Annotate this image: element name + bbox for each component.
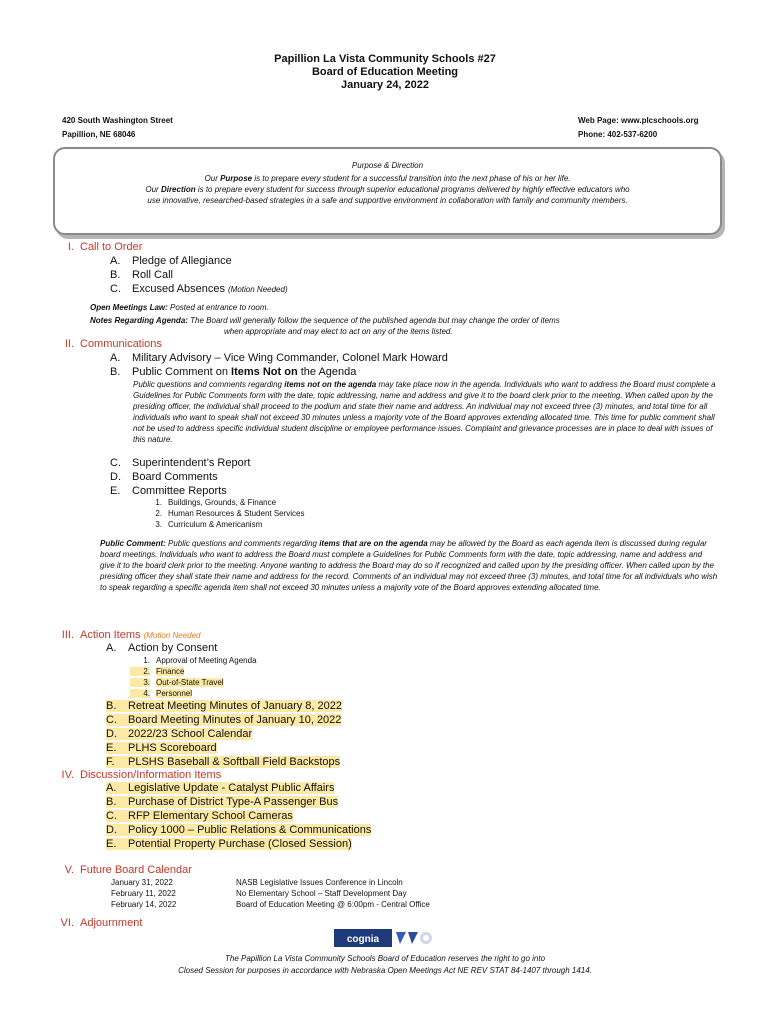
section-action-items: III. Action Items (Motion Needed: [61, 629, 201, 641]
doc-title-date: January 24, 2022: [340, 79, 430, 91]
item-policy-1000: D. Policy 1000 – Public Relations & Communications: [106, 824, 372, 836]
calendar-event: Board of Education Meeting @ 6:00pm - Central Office: [236, 900, 430, 909]
section-call-to-order: I. Call to Order: [67, 241, 143, 253]
item-school-calendar: D. 2022/23 School Calendar: [106, 728, 253, 740]
section-discussion-items: IV. Discussion/Information Items: [61, 769, 222, 781]
item-retreat-minutes: B. Retreat Meeting Minutes of January 8, 2022: [106, 700, 343, 712]
consent-approval-agenda: 1. Approval of Meeting Agenda: [143, 656, 257, 665]
calendar-event: No Elementary School – Staff Development Day: [236, 889, 407, 898]
footer-line1: The Papillion La Vista Community Schools Board of Education reserves the right to go into: [224, 954, 546, 963]
doc-title-district: Papillion La Vista Community Schools #27: [274, 53, 496, 65]
item-military-advisory: A. Military Advisory – Vice Wing Commander, Colonel Mark Howard: [110, 352, 448, 364]
purpose-heading: Purpose & Direction: [351, 161, 424, 170]
address-city: Papillion, NE 68046: [62, 130, 136, 139]
address-street: 420 South Washington Street: [62, 116, 173, 125]
item-action-by-consent: A. Action by Consent: [106, 642, 218, 654]
item-plhs-scoreboard: E. PLHS Scoreboard: [106, 742, 217, 754]
public-comment-not-on-agenda-text: Public questions and comments regarding items not on the agenda may take place now in the agenda. Individuals who want to address the Board must complete a Guidelines for Public Comments form with the date, topic addressing, name and address and give it to the board clerk prior to the meeting. When called upon by the presiding officer, the individual shall proceed to the podium and state their name and address. An individual may not exceed three (3) minutes, and total time for all individuals who want to speak shall not exceed 30 minutes unless a majority vote of the Board approves extending allocated time. This time for public comment shall not be used to address specific individual student discipline or employee performance issues. Complaint and grievance processes are in place to deal with issues of this nature.: [133, 380, 716, 444]
logo-shape: [396, 932, 406, 944]
item-board-comments: D. Board Comments: [110, 471, 218, 483]
direction-statement: Our Direction is to prepare every student for success through superior educational programs delivered by highly effective educators who: [145, 185, 630, 194]
item-passenger-bus: B. Purchase of District Type-A Passenger Bus: [106, 796, 339, 808]
section-communications: II. Communications: [64, 338, 162, 350]
calendar-event: NASB Legislative Issues Conference in Lincoln: [236, 878, 403, 887]
consent-personnel: 4. Personnel: [130, 689, 192, 698]
footer-line2: Closed Session for purposes in accordance with Nebraska Open Meetings Act NE REV STAT 84-1407 through 1414.: [178, 966, 592, 975]
section-adjournment: VI. Adjournment: [60, 917, 143, 929]
open-meetings-law: Open Meetings Law: Posted at entrance to room.: [90, 303, 269, 312]
consent-out-of-state-travel: 3. Out-of-State Travel: [130, 678, 224, 687]
item-committee-reports: E. Committee Reports: [110, 485, 227, 497]
purpose-statement: Our Purpose is to prepare every student for a successful transition into the next phase of his or her life.: [204, 174, 571, 183]
item-roll-call: B. Roll Call: [110, 269, 173, 281]
consent-finance: 2. Finance: [130, 667, 184, 676]
logo-shape: [408, 932, 418, 944]
web-page: Web Page: www.plcschools.org: [578, 116, 699, 125]
item-pledge: A. Pledge of Allegiance: [110, 255, 232, 267]
item-property-purchase: E. Potential Property Purchase (Closed Session): [106, 838, 352, 850]
phone: Phone: 402-537-6200: [578, 130, 658, 139]
cognia-logo-text: cognia: [346, 934, 380, 945]
calendar-date: January 31, 2022: [111, 878, 173, 887]
item-excused-absences: C. Excused Absences (Motion Needed): [110, 283, 288, 295]
item-superintendent-report: C. Superintendent’s Report: [110, 457, 251, 469]
item-legislative-update: A. Legislative Update - Catalyst Public Affairs: [106, 782, 335, 794]
item-public-comment-not-on-agenda: B. Public Comment on Items Not on the Agenda: [110, 366, 357, 378]
notes-regarding-agenda-line2: when appropriate and may elect to act on any of the items listed.: [224, 327, 453, 336]
logo-shape: [423, 935, 429, 941]
notes-regarding-agenda: Notes Regarding Agenda: The Board will generally follow the sequence of the published agenda but may change the order of items: [90, 316, 560, 325]
calendar-date: February 11, 2022: [111, 889, 176, 898]
committee-buildings: 1. Buildings, Grounds, & Finance: [155, 498, 277, 507]
item-board-minutes: C. Board Meeting Minutes of January 10, 2022: [106, 714, 342, 726]
section-future-calendar: V. Future Board Calendar: [64, 864, 192, 876]
committee-curriculum: 3. Curriculum & Americanism: [155, 520, 263, 529]
item-school-cameras: C. RFP Elementary School Cameras: [106, 810, 293, 822]
item-field-backstops: F. PLSHS Baseball & Softball Field Backstops: [106, 756, 341, 768]
cognia-logo: [334, 929, 436, 947]
direction-statement-line2: use innovative, researched-based strategies in a safe and supportive environment in collaboration with family and community members.: [147, 196, 628, 205]
committee-human-resources: 2. Human Resources & Student Services: [155, 509, 305, 518]
doc-title-meeting: Board of Education Meeting: [311, 66, 459, 78]
public-comment-on-agenda-text: Public Comment: Public questions and comments regarding items that are on the agenda may be allowed by the Board as each agenda item is discussed during regular board meetings. Individuals who want to address the Board must complete a Guidelines for Public Comments form with the date, topic addressing, name and address and give it to the board clerk prior to the meeting. Anyone wanting to address the Board may do so if recognized and called upon by the presiding officer. When called upon by the presiding officer they shall state their name and address for the record. Comments of an individual may not exceed three (3) minutes, and total time for all individuals who wish to speak regarding a specific agenda item shall not exceed 30 minutes unless a majority vote of the Board approves extending allocated time.: [100, 539, 718, 592]
purpose-direction-box: [53, 147, 722, 235]
calendar-date: February 14, 2022: [111, 900, 177, 909]
